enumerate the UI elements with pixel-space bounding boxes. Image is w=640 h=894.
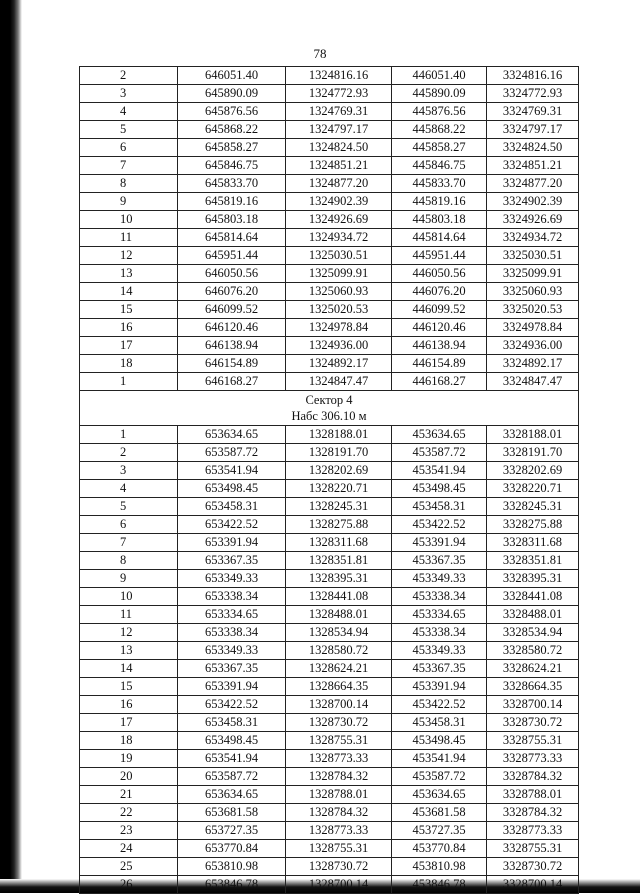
table-row — [80, 462, 579, 480]
x-coordinate-2-cell: 453498.45 — [392, 480, 487, 498]
coordinates-block-2 — [80, 426, 579, 894]
table-row — [80, 444, 579, 462]
x-coordinate-cell: 653367.35 — [178, 660, 286, 678]
point-number-cell: 26 — [80, 876, 178, 894]
y-coordinate-2-cell: 3328773.33 — [487, 750, 579, 768]
y-coordinate-cell: 1328700.14 — [286, 696, 392, 714]
point-number-cell: 6 — [80, 516, 178, 534]
point-number-cell: 11 — [80, 606, 178, 624]
x-coordinate-2-cell: 453770.84 — [392, 840, 487, 858]
x-coordinate-2-cell: 453338.34 — [392, 588, 487, 606]
y-coordinate-cell: 1328784.32 — [286, 804, 392, 822]
x-coordinate-cell: 645833.70 — [178, 175, 286, 193]
x-coordinate-cell: 653458.31 — [178, 714, 286, 732]
sector-row — [80, 391, 579, 426]
point-number-cell: 19 — [80, 750, 178, 768]
y-coordinate-cell: 1328245.31 — [286, 498, 392, 516]
point-number-cell: 25 — [80, 858, 178, 876]
y-coordinate-cell: 1324797.17 — [286, 121, 392, 139]
table-row — [80, 534, 579, 552]
y-coordinate-cell: 1325099.91 — [286, 265, 392, 283]
table-row — [80, 786, 579, 804]
table-row — [80, 498, 579, 516]
y-coordinate-2-cell: 3328191.70 — [487, 444, 579, 462]
y-coordinate-cell: 1328730.72 — [286, 714, 392, 732]
y-coordinate-2-cell: 3324926.69 — [487, 211, 579, 229]
point-number-cell: 10 — [80, 588, 178, 606]
table-row — [80, 858, 579, 876]
scan-left-edge — [0, 0, 22, 893]
table-row — [80, 660, 579, 678]
table-row — [80, 570, 579, 588]
y-coordinate-cell: 1328664.35 — [286, 678, 392, 696]
x-coordinate-2-cell: 453727.35 — [392, 822, 487, 840]
point-number-cell: 15 — [80, 301, 178, 319]
sector-header — [80, 391, 579, 426]
x-coordinate-cell: 653334.65 — [178, 606, 286, 624]
y-coordinate-2-cell: 3328245.31 — [487, 498, 579, 516]
y-coordinate-2-cell: 3328755.31 — [487, 840, 579, 858]
x-coordinate-cell: 653681.58 — [178, 804, 286, 822]
y-coordinate-cell: 1328191.70 — [286, 444, 392, 462]
y-coordinate-2-cell: 3328788.01 — [487, 786, 579, 804]
y-coordinate-2-cell: 3328784.32 — [487, 804, 579, 822]
x-coordinate-cell: 653634.65 — [178, 786, 286, 804]
x-coordinate-cell: 653498.45 — [178, 732, 286, 750]
x-coordinate-cell: 653846.78 — [178, 876, 286, 894]
y-coordinate-cell: 1325060.93 — [286, 283, 392, 301]
x-coordinate-cell: 653587.72 — [178, 444, 286, 462]
x-coordinate-2-cell: 453681.58 — [392, 804, 487, 822]
table-row — [80, 85, 579, 103]
y-coordinate-cell: 1324877.20 — [286, 175, 392, 193]
x-coordinate-2-cell: 445876.56 — [392, 103, 487, 121]
x-coordinate-2-cell: 453846.78 — [392, 876, 487, 894]
table-row — [80, 606, 579, 624]
x-coordinate-cell: 645819.16 — [178, 193, 286, 211]
x-coordinate-2-cell: 445814.64 — [392, 229, 487, 247]
x-coordinate-2-cell: 453458.31 — [392, 714, 487, 732]
x-coordinate-cell: 645803.18 — [178, 211, 286, 229]
x-coordinate-2-cell: 453587.72 — [392, 444, 487, 462]
y-coordinate-2-cell: 3328580.72 — [487, 642, 579, 660]
x-coordinate-2-cell: 453367.35 — [392, 660, 487, 678]
point-number-cell: 18 — [80, 732, 178, 750]
y-coordinate-cell: 1328188.01 — [286, 426, 392, 444]
y-coordinate-2-cell: 3325020.53 — [487, 301, 579, 319]
table-row — [80, 139, 579, 157]
x-coordinate-cell: 653727.35 — [178, 822, 286, 840]
x-coordinate-cell: 653338.34 — [178, 588, 286, 606]
point-number-cell: 17 — [80, 337, 178, 355]
table-row — [80, 337, 579, 355]
y-coordinate-2-cell: 3328700.14 — [487, 876, 579, 894]
x-coordinate-2-cell: 446154.89 — [392, 355, 487, 373]
y-coordinate-2-cell: 3325030.51 — [487, 247, 579, 265]
y-coordinate-2-cell: 3324851.21 — [487, 157, 579, 175]
y-coordinate-cell: 1324934.72 — [286, 229, 392, 247]
y-coordinate-cell: 1324772.93 — [286, 85, 392, 103]
y-coordinate-cell: 1328730.72 — [286, 858, 392, 876]
point-number-cell: 2 — [80, 67, 178, 85]
x-coordinate-2-cell: 453338.34 — [392, 624, 487, 642]
x-coordinate-2-cell: 453422.52 — [392, 516, 487, 534]
point-number-cell: 6 — [80, 139, 178, 157]
table-row — [80, 552, 579, 570]
y-coordinate-2-cell: 3328773.33 — [487, 822, 579, 840]
point-number-cell: 3 — [80, 85, 178, 103]
x-coordinate-2-cell: 446099.52 — [392, 301, 487, 319]
y-coordinate-cell: 1324769.31 — [286, 103, 392, 121]
x-coordinate-cell: 653422.52 — [178, 696, 286, 714]
y-coordinate-2-cell: 3328395.31 — [487, 570, 579, 588]
y-coordinate-2-cell: 3324824.50 — [487, 139, 579, 157]
sector-cell — [80, 391, 579, 426]
y-coordinate-cell: 1325020.53 — [286, 301, 392, 319]
x-coordinate-2-cell: 453541.94 — [392, 750, 487, 768]
y-coordinate-2-cell: 3328275.88 — [487, 516, 579, 534]
y-coordinate-2-cell: 3324936.00 — [487, 337, 579, 355]
y-coordinate-2-cell: 3325060.93 — [487, 283, 579, 301]
table-row — [80, 103, 579, 121]
x-coordinate-2-cell: 445803.18 — [392, 211, 487, 229]
point-number-cell: 16 — [80, 319, 178, 337]
x-coordinate-cell: 646050.56 — [178, 265, 286, 283]
x-coordinate-2-cell: 453349.33 — [392, 570, 487, 588]
point-number-cell: 23 — [80, 822, 178, 840]
x-coordinate-cell: 646076.20 — [178, 283, 286, 301]
point-number-cell: 1 — [80, 373, 178, 391]
x-coordinate-2-cell: 446138.94 — [392, 337, 487, 355]
y-coordinate-2-cell: 3328624.21 — [487, 660, 579, 678]
table-row — [80, 121, 579, 139]
coordinates-block-1 — [80, 67, 579, 391]
point-number-cell: 18 — [80, 355, 178, 373]
x-coordinate-2-cell: 453391.94 — [392, 678, 487, 696]
x-coordinate-2-cell: 445890.09 — [392, 85, 487, 103]
point-number-cell: 7 — [80, 534, 178, 552]
y-coordinate-cell: 1328788.01 — [286, 786, 392, 804]
y-coordinate-cell: 1328700.14 — [286, 876, 392, 894]
point-number-cell: 17 — [80, 714, 178, 732]
table-row — [80, 319, 579, 337]
table-row — [80, 840, 579, 858]
y-coordinate-2-cell: 3328188.01 — [487, 426, 579, 444]
point-number-cell: 11 — [80, 229, 178, 247]
table-row — [80, 768, 579, 786]
x-coordinate-cell: 653541.94 — [178, 462, 286, 480]
table-row — [80, 876, 579, 894]
x-coordinate-2-cell: 445819.16 — [392, 193, 487, 211]
y-coordinate-2-cell: 3328755.31 — [487, 732, 579, 750]
table-row — [80, 732, 579, 750]
x-coordinate-cell: 646138.94 — [178, 337, 286, 355]
x-coordinate-cell: 646120.46 — [178, 319, 286, 337]
table-row — [80, 229, 579, 247]
table-row — [80, 804, 579, 822]
y-coordinate-cell: 1328773.33 — [286, 822, 392, 840]
y-coordinate-2-cell: 3324816.16 — [487, 67, 579, 85]
point-number-cell: 8 — [80, 175, 178, 193]
x-coordinate-cell: 653349.33 — [178, 642, 286, 660]
y-coordinate-2-cell: 3324902.39 — [487, 193, 579, 211]
point-number-cell: 12 — [80, 247, 178, 265]
y-coordinate-cell: 1328755.31 — [286, 732, 392, 750]
point-number-cell: 3 — [80, 462, 178, 480]
point-number-cell: 2 — [80, 444, 178, 462]
table-row — [80, 480, 579, 498]
table-row — [80, 157, 579, 175]
x-coordinate-cell: 645846.75 — [178, 157, 286, 175]
x-coordinate-cell: 653391.94 — [178, 678, 286, 696]
x-coordinate-cell: 645814.64 — [178, 229, 286, 247]
table-row — [80, 678, 579, 696]
x-coordinate-cell: 653634.65 — [178, 426, 286, 444]
y-coordinate-2-cell: 3328488.01 — [487, 606, 579, 624]
y-coordinate-2-cell: 3328730.72 — [487, 858, 579, 876]
y-coordinate-cell: 1328755.31 — [286, 840, 392, 858]
point-number-cell: 14 — [80, 660, 178, 678]
x-coordinate-2-cell: 445858.27 — [392, 139, 487, 157]
x-coordinate-2-cell: 453634.65 — [392, 786, 487, 804]
point-number-cell: 15 — [80, 678, 178, 696]
x-coordinate-cell: 646168.27 — [178, 373, 286, 391]
y-coordinate-2-cell: 3324769.31 — [487, 103, 579, 121]
x-coordinate-cell: 653770.84 — [178, 840, 286, 858]
table-row — [80, 283, 579, 301]
x-coordinate-cell: 653349.33 — [178, 570, 286, 588]
point-number-cell: 21 — [80, 786, 178, 804]
x-coordinate-2-cell: 453391.94 — [392, 534, 487, 552]
table-row — [80, 373, 579, 391]
point-number-cell: 14 — [80, 283, 178, 301]
point-number-cell: 22 — [80, 804, 178, 822]
x-coordinate-cell: 646099.52 — [178, 301, 286, 319]
y-coordinate-2-cell: 3325099.91 — [487, 265, 579, 283]
point-number-cell: 4 — [80, 480, 178, 498]
table-row — [80, 822, 579, 840]
y-coordinate-2-cell: 3324797.17 — [487, 121, 579, 139]
y-coordinate-cell: 1328773.33 — [286, 750, 392, 768]
point-number-cell: 5 — [80, 121, 178, 139]
y-coordinate-2-cell: 3328220.71 — [487, 480, 579, 498]
x-coordinate-2-cell: 445846.75 — [392, 157, 487, 175]
point-number-cell: 9 — [80, 193, 178, 211]
point-number-cell: 5 — [80, 498, 178, 516]
y-coordinate-cell: 1324926.69 — [286, 211, 392, 229]
x-coordinate-cell: 645876.56 — [178, 103, 286, 121]
table-row — [80, 750, 579, 768]
point-number-cell: 12 — [80, 624, 178, 642]
y-coordinate-2-cell: 3324877.20 — [487, 175, 579, 193]
y-coordinate-2-cell: 3324847.47 — [487, 373, 579, 391]
table-row — [80, 588, 579, 606]
y-coordinate-2-cell: 3328784.32 — [487, 768, 579, 786]
point-number-cell: 13 — [80, 265, 178, 283]
y-coordinate-cell: 1328488.01 — [286, 606, 392, 624]
y-coordinate-cell: 1328784.32 — [286, 768, 392, 786]
table-row — [80, 247, 579, 265]
point-number-cell: 8 — [80, 552, 178, 570]
table-row — [80, 426, 579, 444]
table-row — [80, 175, 579, 193]
y-coordinate-cell: 1328351.81 — [286, 552, 392, 570]
x-coordinate-cell: 653458.31 — [178, 498, 286, 516]
point-number-cell: 20 — [80, 768, 178, 786]
y-coordinate-cell: 1328580.72 — [286, 642, 392, 660]
y-coordinate-cell: 1328275.88 — [286, 516, 392, 534]
page-number: 78 — [313, 46, 327, 61]
sector-subtitle: Набс 306.10 м — [291, 409, 367, 423]
y-coordinate-2-cell: 3328700.14 — [487, 696, 579, 714]
x-coordinate-cell: 653422.52 — [178, 516, 286, 534]
point-number-cell: 7 — [80, 157, 178, 175]
table-row — [80, 193, 579, 211]
table-row — [80, 211, 579, 229]
y-coordinate-cell: 1325030.51 — [286, 247, 392, 265]
x-coordinate-cell: 645868.22 — [178, 121, 286, 139]
point-number-cell: 24 — [80, 840, 178, 858]
x-coordinate-2-cell: 453810.98 — [392, 858, 487, 876]
table-row — [80, 265, 579, 283]
y-coordinate-2-cell: 3324978.84 — [487, 319, 579, 337]
y-coordinate-cell: 1328441.08 — [286, 588, 392, 606]
x-coordinate-2-cell: 445833.70 — [392, 175, 487, 193]
x-coordinate-cell: 653587.72 — [178, 768, 286, 786]
y-coordinate-cell: 1324816.16 — [286, 67, 392, 85]
point-number-cell: 1 — [80, 426, 178, 444]
x-coordinate-cell: 646154.89 — [178, 355, 286, 373]
point-number-cell: 13 — [80, 642, 178, 660]
x-coordinate-2-cell: 445868.22 — [392, 121, 487, 139]
y-coordinate-cell: 1328624.21 — [286, 660, 392, 678]
x-coordinate-2-cell: 446120.46 — [392, 319, 487, 337]
x-coordinate-cell: 646051.40 — [178, 67, 286, 85]
x-coordinate-cell: 653541.94 — [178, 750, 286, 768]
x-coordinate-cell: 653338.34 — [178, 624, 286, 642]
y-coordinate-cell: 1324902.39 — [286, 193, 392, 211]
point-number-cell: 9 — [80, 570, 178, 588]
y-coordinate-2-cell: 3328534.94 — [487, 624, 579, 642]
x-coordinate-2-cell: 446051.40 — [392, 67, 487, 85]
x-coordinate-cell: 645858.27 — [178, 139, 286, 157]
x-coordinate-2-cell: 453541.94 — [392, 462, 487, 480]
x-coordinate-2-cell: 453422.52 — [392, 696, 487, 714]
x-coordinate-cell: 653810.98 — [178, 858, 286, 876]
point-number-cell: 16 — [80, 696, 178, 714]
table-row — [80, 624, 579, 642]
y-coordinate-2-cell: 3328202.69 — [487, 462, 579, 480]
y-coordinate-cell: 1328202.69 — [286, 462, 392, 480]
x-coordinate-2-cell: 453458.31 — [392, 498, 487, 516]
y-coordinate-cell: 1328534.94 — [286, 624, 392, 642]
y-coordinate-2-cell: 3328664.35 — [487, 678, 579, 696]
x-coordinate-2-cell: 453349.33 — [392, 642, 487, 660]
point-number-cell: 10 — [80, 211, 178, 229]
y-coordinate-cell: 1328220.71 — [286, 480, 392, 498]
x-coordinate-2-cell: 446050.56 — [392, 265, 487, 283]
y-coordinate-cell: 1328395.31 — [286, 570, 392, 588]
coordinates-table — [79, 66, 579, 894]
y-coordinate-cell: 1324824.50 — [286, 139, 392, 157]
table-row — [80, 642, 579, 660]
x-coordinate-cell: 653498.45 — [178, 480, 286, 498]
y-coordinate-cell: 1324936.00 — [286, 337, 392, 355]
y-coordinate-cell: 1324847.47 — [286, 373, 392, 391]
table-row — [80, 355, 579, 373]
y-coordinate-2-cell: 3328730.72 — [487, 714, 579, 732]
y-coordinate-cell: 1324892.17 — [286, 355, 392, 373]
y-coordinate-2-cell: 3328441.08 — [487, 588, 579, 606]
x-coordinate-2-cell: 453498.45 — [392, 732, 487, 750]
y-coordinate-cell: 1328311.68 — [286, 534, 392, 552]
y-coordinate-2-cell: 3324772.93 — [487, 85, 579, 103]
x-coordinate-2-cell: 453334.65 — [392, 606, 487, 624]
x-coordinate-cell: 653391.94 — [178, 534, 286, 552]
table-row — [80, 301, 579, 319]
y-coordinate-2-cell: 3328351.81 — [487, 552, 579, 570]
point-number-cell: 4 — [80, 103, 178, 121]
x-coordinate-cell: 645890.09 — [178, 85, 286, 103]
sector-title: Сектор 4 — [305, 393, 353, 407]
table-row — [80, 714, 579, 732]
x-coordinate-2-cell: 445951.44 — [392, 247, 487, 265]
y-coordinate-2-cell: 3324934.72 — [487, 229, 579, 247]
x-coordinate-2-cell: 453367.35 — [392, 552, 487, 570]
x-coordinate-2-cell: 453634.65 — [392, 426, 487, 444]
x-coordinate-2-cell: 446076.20 — [392, 283, 487, 301]
table-row — [80, 67, 579, 85]
y-coordinate-2-cell: 3328311.68 — [487, 534, 579, 552]
table-row — [80, 516, 579, 534]
x-coordinate-2-cell: 453587.72 — [392, 768, 487, 786]
x-coordinate-2-cell: 446168.27 — [392, 373, 487, 391]
x-coordinate-cell: 653367.35 — [178, 552, 286, 570]
y-coordinate-cell: 1324978.84 — [286, 319, 392, 337]
y-coordinate-2-cell: 3324892.17 — [487, 355, 579, 373]
x-coordinate-cell: 645951.44 — [178, 247, 286, 265]
table-row — [80, 696, 579, 714]
y-coordinate-cell: 1324851.21 — [286, 157, 392, 175]
